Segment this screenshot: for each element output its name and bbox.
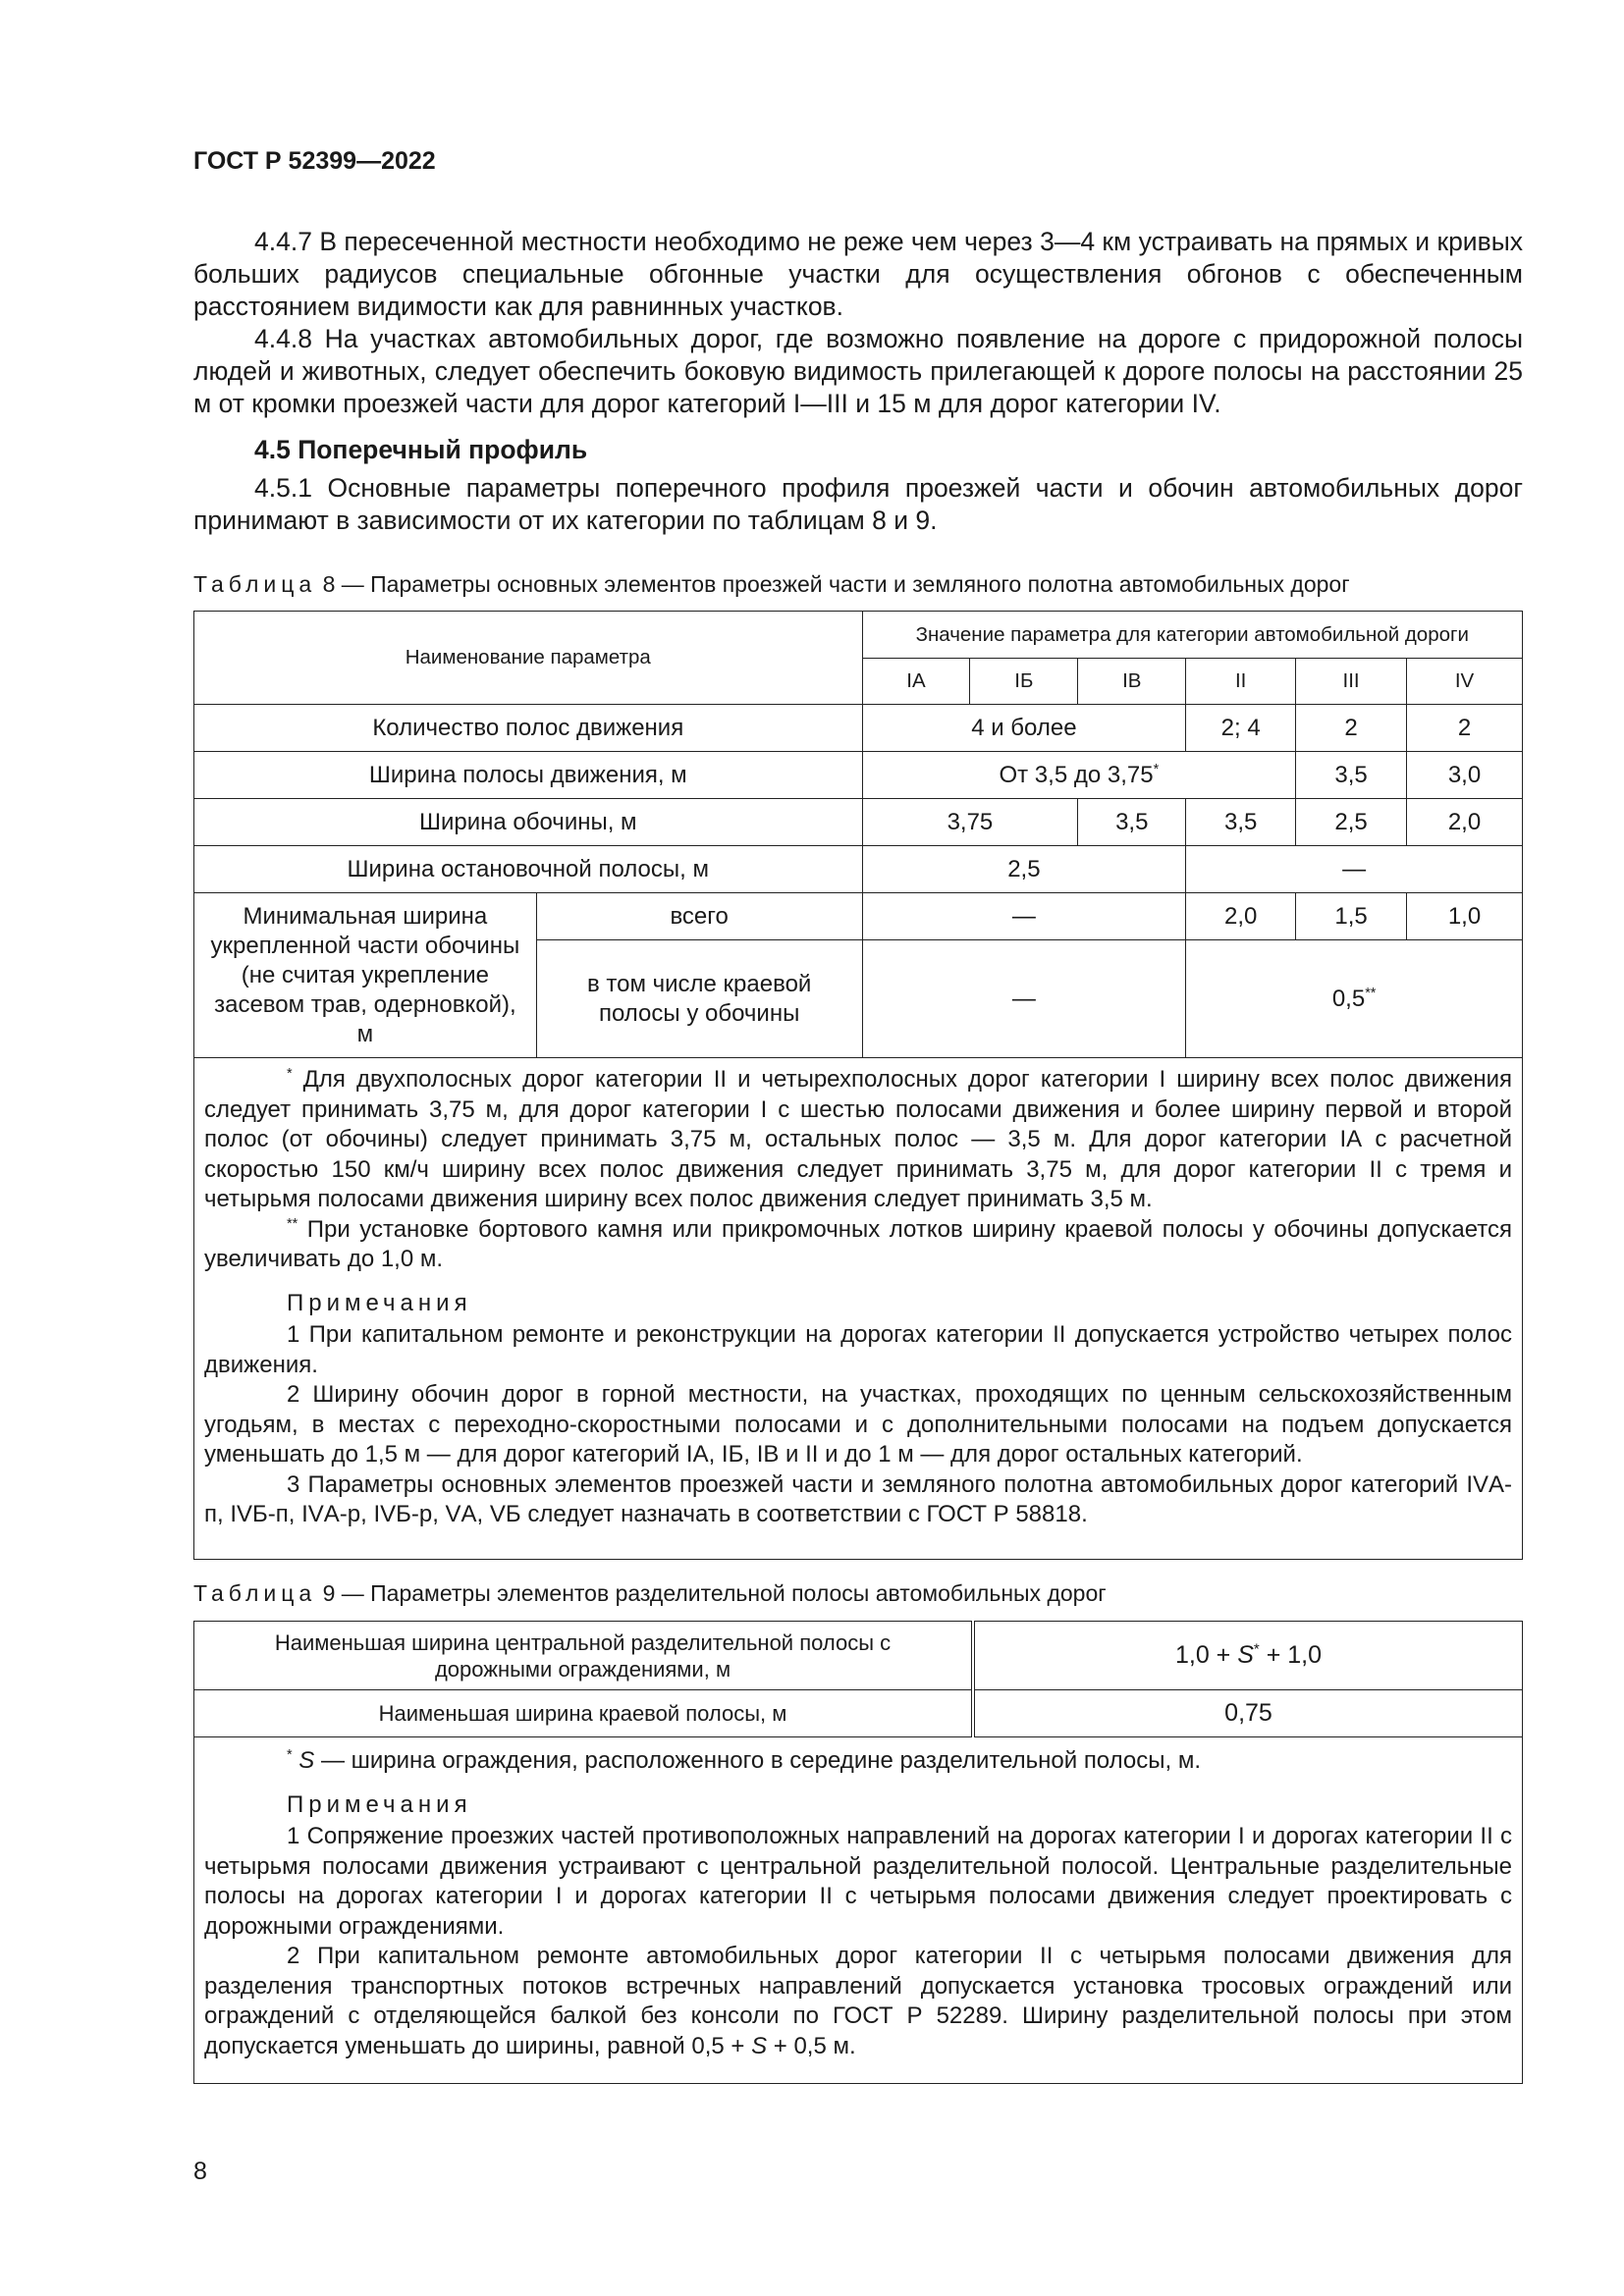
cell-value <box>1186 940 1523 1058</box>
cell-value: 1,5 <box>1296 893 1407 940</box>
table8-caption <box>193 571 1350 598</box>
footnote-mark: * <box>287 1066 293 1082</box>
row-label: Ширина обочины, м <box>194 799 863 846</box>
symbol-s: S <box>751 2032 768 2059</box>
body-text <box>193 226 1523 537</box>
header-category-ia: IА <box>862 659 970 705</box>
cell-value: 3,75 <box>862 799 1078 846</box>
cell-text: + 1,0 <box>1259 1641 1323 1669</box>
row-sublabel: всего <box>536 893 862 940</box>
cell-value: 0,75 <box>973 1690 1522 1737</box>
symbol-s: S <box>298 1747 315 1774</box>
row-label: Минимальная ширина укрепленной части обочины (не считая укрепление засевом трав, одерновкой), м <box>194 893 537 1058</box>
cell-value: 4 и более <box>862 705 1186 752</box>
cell-value: 2 <box>1296 705 1407 752</box>
row-sublabel: в том числе краевой полосы у обочины <box>536 940 862 1058</box>
row-label: Наименьшая ширина краевой полосы, м <box>194 1690 974 1737</box>
table-row <box>194 705 1523 752</box>
footnote-mark: * <box>1253 1640 1260 1658</box>
document-header: ГОСТ Р 52399—2022 <box>193 147 436 175</box>
footnote-1 <box>204 1746 1512 1777</box>
table-row <box>194 752 1523 799</box>
cell-value: — <box>862 940 1186 1058</box>
cell-value <box>973 1622 1522 1690</box>
header-parameter-name: Наименование параметра <box>194 612 863 705</box>
notes-title: Примечания <box>287 1790 472 1818</box>
cell-value: 3,5 <box>1078 799 1186 846</box>
table9-caption-word: Таблица <box>193 1580 317 1606</box>
cell-value: 3,5 <box>1186 799 1296 846</box>
row-label: Количество полос движения <box>194 705 863 752</box>
section-heading-4-5: 4.5 Поперечный профиль <box>254 435 588 464</box>
footnote-mark: * <box>1153 761 1160 777</box>
footnote-mark: ** <box>1365 985 1377 1001</box>
table9-footnotes <box>193 1736 1523 2084</box>
cell-text: От 3,5 до 3,75 <box>999 761 1154 788</box>
notes-title: Примечания <box>287 1289 472 1316</box>
footnote-2 <box>204 1215 1512 1275</box>
header-category-4: IV <box>1407 659 1523 705</box>
cell-value: 2,5 <box>862 846 1186 893</box>
header-parameter-value: Значение параметра для категории автомобильной дороги <box>862 612 1522 659</box>
table8-caption-word: Таблица <box>193 571 317 597</box>
cell-value: — <box>1186 846 1523 893</box>
note-1: 1 Сопряжение проезжих частей противоположных направлений на дорогах категории I и дорогах категории II с четырьмя полосами движения устраивают с центральной разделительной полосой. Центральные разделительные полосы на дорогах категории I и дорогах категории II с четырьмя полосами движения следует проектировать с дорожными ограждениями. <box>204 1823 1512 1940</box>
cell-value: 2,0 <box>1407 799 1523 846</box>
cell-value: 2 <box>1407 705 1523 752</box>
footnote-mark: * <box>287 1747 293 1763</box>
note-3: 3 Параметры основных элементов проезжей части и земляного полотна автомобильных дорог категорий IVА-п, IVБ-п, IVА-р, IVБ-р, VА, VБ следует назначать в соответствии с ГОСТ Р 58818. <box>204 1470 1512 1527</box>
cell-value: 3,0 <box>1407 752 1523 799</box>
cell-text: 1,0 + <box>1174 1641 1238 1669</box>
paragraph-4-4-8: 4.4.8 На участках автомобильных дорог, где возможно появление на дороге с придорожной полосы людей и животных, следует обеспечить боковую видимость прилегающей к дороге полосы на расстоянии 25 м от кромки проезжей части для дорог категорий I—III и 15 м для дорог категории IV. <box>193 324 1523 418</box>
table8-footnotes <box>193 1055 1523 1560</box>
paragraph-4-4-7: 4.4.7 В пересеченной местности необходимо не реже чем через 3—4 км устраивать на прямых и кривых больших радиусов специальные обгонные участки для осуществления обгонов с обеспеченным расстоянием видимости как для равнинных участков. <box>193 227 1523 321</box>
page-number: 8 <box>193 2158 207 2185</box>
table9-caption <box>193 1580 1107 1607</box>
table-row <box>194 799 1523 846</box>
symbol-s: S <box>1237 1641 1254 1669</box>
table-row <box>194 893 1523 940</box>
cell-text: 0,5 <box>1331 985 1366 1012</box>
footnote-mark: ** <box>287 1215 298 1232</box>
note-2 <box>204 1942 1512 2061</box>
cell-value: 2; 4 <box>1186 705 1296 752</box>
cell-value <box>862 752 1296 799</box>
table8-caption-text: 8 — Параметры основных элементов проезжей части и земляного полотна автомобильных дорог <box>322 571 1350 597</box>
table-8 <box>193 611 1523 1058</box>
table-row <box>194 846 1523 893</box>
note-2: 2 Ширину обочин дорог в горной местности, на участках, проходящих по ценным сельскохозяйственным угодьям, в местах с переходно-скоростными полосами и с дополнительными полосами на подъем допускается уменьшать до 1,5 м — для дорог категорий IА, IБ, IВ и II и до 1 м — для дорог остальных категорий. <box>204 1381 1512 1468</box>
cell-value: 3,5 <box>1296 752 1407 799</box>
footnote-text: Для двухполосных дорог категории II и четырехполосных дорог категории I ширину всех полос движения следует принимать 3,75 м, для дорог категории I с шестью полосами движения и более ширину первой и второй полос (от обочины) следует принимать 3,75 м, остальных полос — 3,5 м. Для дорог категории IА с расчетной скоростью 150 км/ч ширину всех полос движения следует принимать 3,75 м, для дорог категории II с тремя и четырьмя полосами движения ширину всех полос движения следует принимать 3,5 м. <box>204 1066 1512 1212</box>
header-category-ii: II <box>1186 659 1296 705</box>
table-9 <box>193 1621 1523 1737</box>
note-1: 1 При капитальном ремонте и реконструкции на дорогах категории II допускается устройство четырех полос движения. <box>204 1321 1512 1378</box>
header-category-ib: IБ <box>970 659 1078 705</box>
cell-value: 2,5 <box>1296 799 1407 846</box>
note-text: + 0,5 м. <box>767 2032 856 2059</box>
table-row <box>194 1690 1523 1737</box>
header-category-iv: IВ <box>1078 659 1186 705</box>
table9-caption-text: 9 — Параметры элементов разделительной полосы автомобильных дорог <box>322 1580 1107 1606</box>
paragraph-4-5-1: 4.5.1 Основные параметры поперечного профиля проезжей части и обочин автомобильных дорог принимают в зависимости от их категории по таблицам 8 и 9. <box>193 473 1523 535</box>
row-label: Ширина остановочной полосы, м <box>194 846 863 893</box>
row-label: Наименьшая ширина центральной разделительной полосы с дорожными ограждениями, м <box>194 1622 974 1690</box>
table-row <box>194 1622 1523 1690</box>
footnote-text: При установке бортового камня или прикромочных лотков ширину краевой полосы у обочины допускается увеличивать до 1,0 м. <box>204 1215 1513 1272</box>
header-category-iii: III <box>1296 659 1407 705</box>
row-label: Ширина полосы движения, м <box>194 752 863 799</box>
cell-value: 1,0 <box>1407 893 1523 940</box>
cell-value: — <box>862 893 1186 940</box>
cell-value: 2,0 <box>1186 893 1296 940</box>
footnote-text: — ширина ограждения, расположенного в середине разделительной полосы, м. <box>314 1747 1202 1774</box>
note-text: 2 При капитальном ремонте автомобильных дорог категории II с четырьмя полосами движения для разделения транспортных потоков встречных направлений допускается установка тросовых ограждений или ограждений с отделяющейся балкой без консоли по ГОСТ Р 52289. Ширину разделительной полосы при этом допускается уменьшать до ширины, равной 0,5 + <box>204 1943 1512 2059</box>
footnote-1 <box>204 1065 1512 1215</box>
